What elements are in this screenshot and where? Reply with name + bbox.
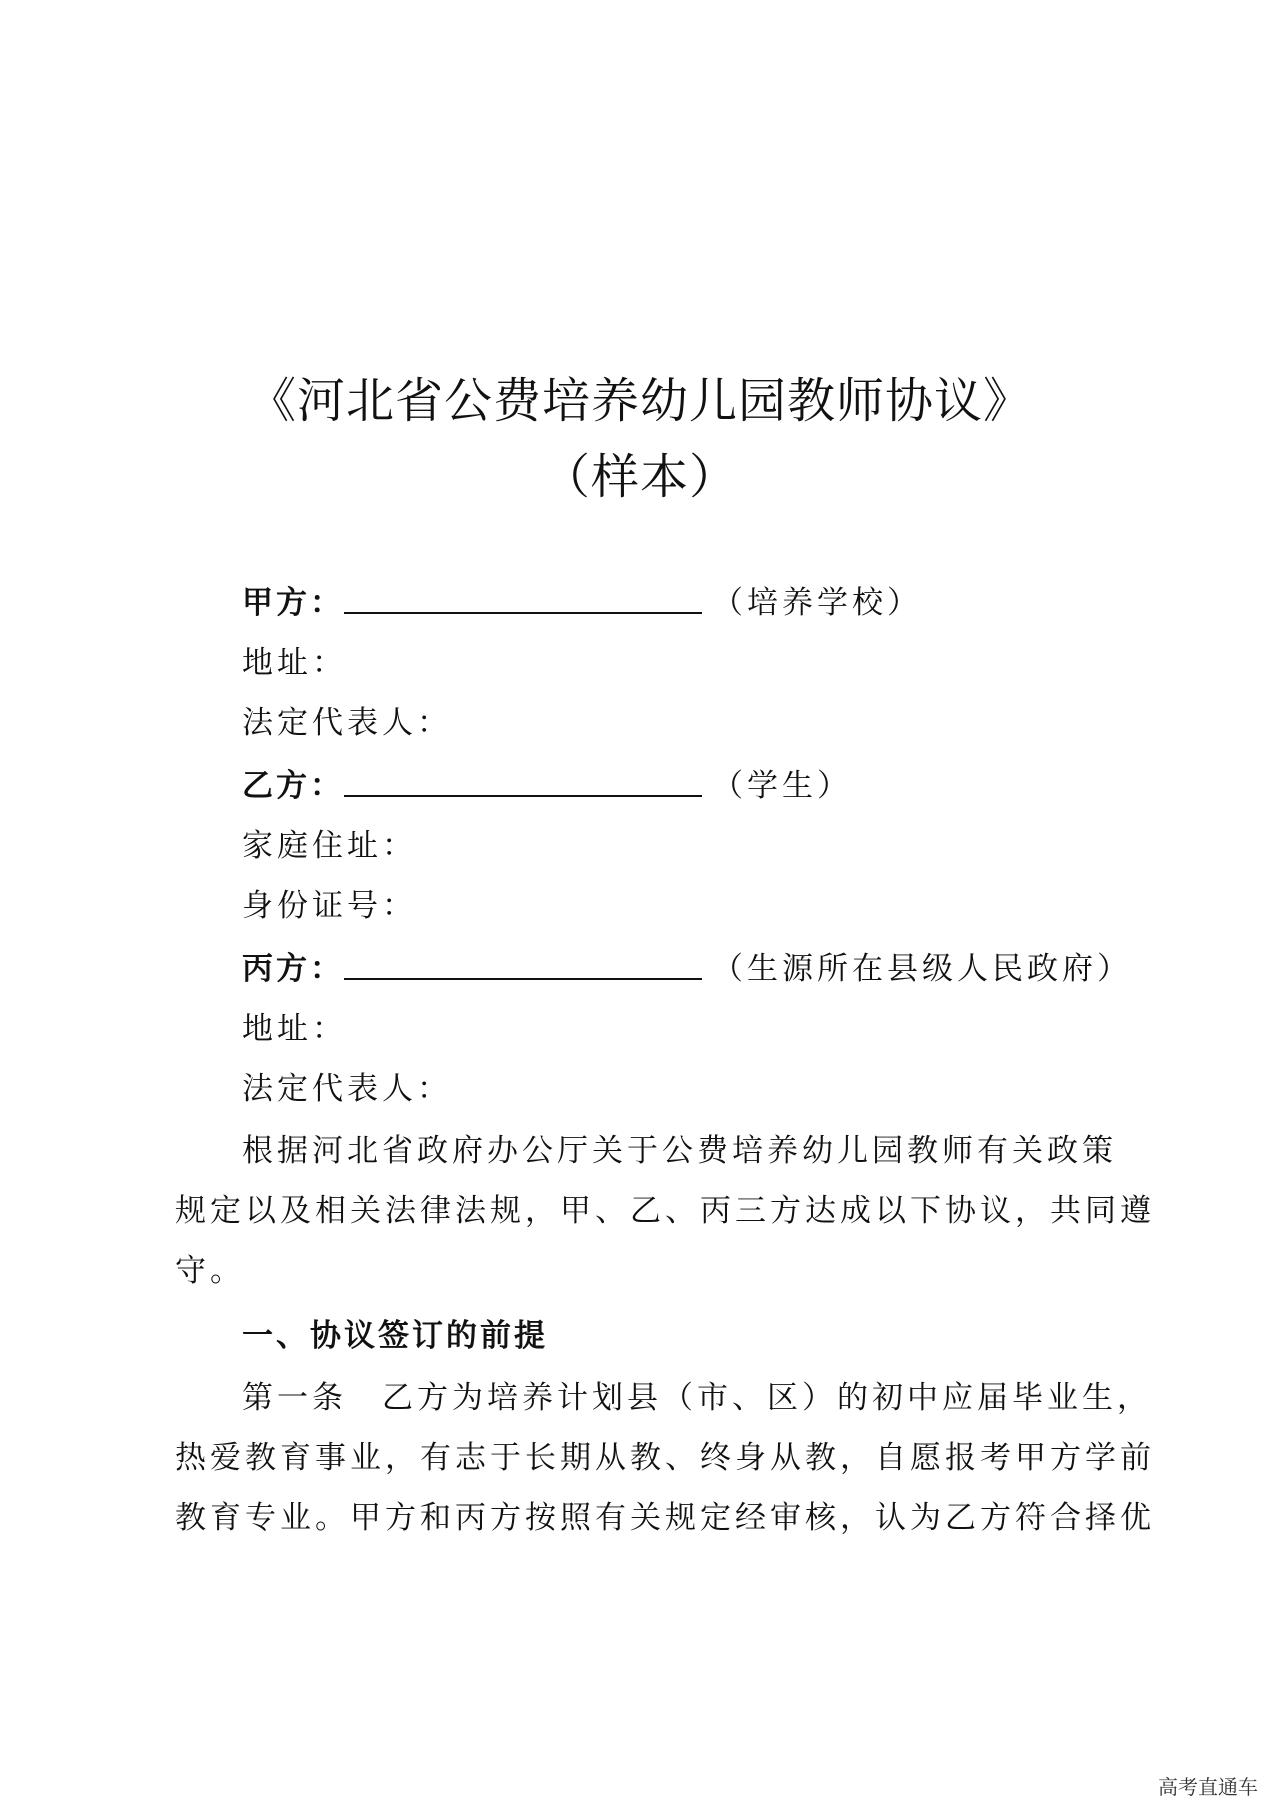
preamble-line-3: 守。 xyxy=(175,1253,245,1289)
article-1-line-3: 教育专业。甲方和丙方按照有关规定经审核，认为乙方符合择优 xyxy=(175,1500,1155,1536)
party-a-blank xyxy=(344,612,702,614)
party-c-note: （生源所在县级人民政府） xyxy=(712,951,1132,987)
party-a-label: 甲方： xyxy=(242,585,344,621)
party-b-label: 乙方： xyxy=(242,768,344,804)
party-a-rep: 法定代表人： xyxy=(242,705,452,741)
section-heading: 一、协议签订的前提 xyxy=(242,1318,548,1354)
party-b-id-number: 身份证号： xyxy=(242,888,417,924)
preamble-line-1: 根据河北省政府办公厅关于公费培养幼儿园教师有关政策 xyxy=(242,1133,1117,1169)
party-c-label: 丙方： xyxy=(242,951,344,987)
article-1-line-1: 第一条 乙方为培养计划县（市、区）的初中应届毕业生， xyxy=(242,1380,1152,1416)
party-a-note: （培养学校） xyxy=(712,585,922,621)
party-c-rep: 法定代表人： xyxy=(242,1071,452,1107)
party-b-home-address: 家庭住址： xyxy=(242,828,417,864)
party-a-address: 地址： xyxy=(242,645,347,681)
article-1-line-2: 热爱教育事业，有志于长期从教、终身从教，自愿报考甲方学前 xyxy=(175,1440,1155,1476)
document-title: 《河北省公费培养幼儿园教师协议》 xyxy=(247,373,1032,429)
watermark: 高考直通车 xyxy=(1158,1775,1258,1799)
party-c-blank xyxy=(344,978,702,980)
party-c-address: 地址： xyxy=(242,1011,347,1047)
party-b-note: （学生） xyxy=(712,768,852,804)
document-subtitle: （样本） xyxy=(541,449,738,505)
preamble-line-2: 规定以及相关法律法规，甲、乙、丙三方达成以下协议，共同遵 xyxy=(175,1193,1155,1229)
party-b-blank xyxy=(344,795,702,797)
